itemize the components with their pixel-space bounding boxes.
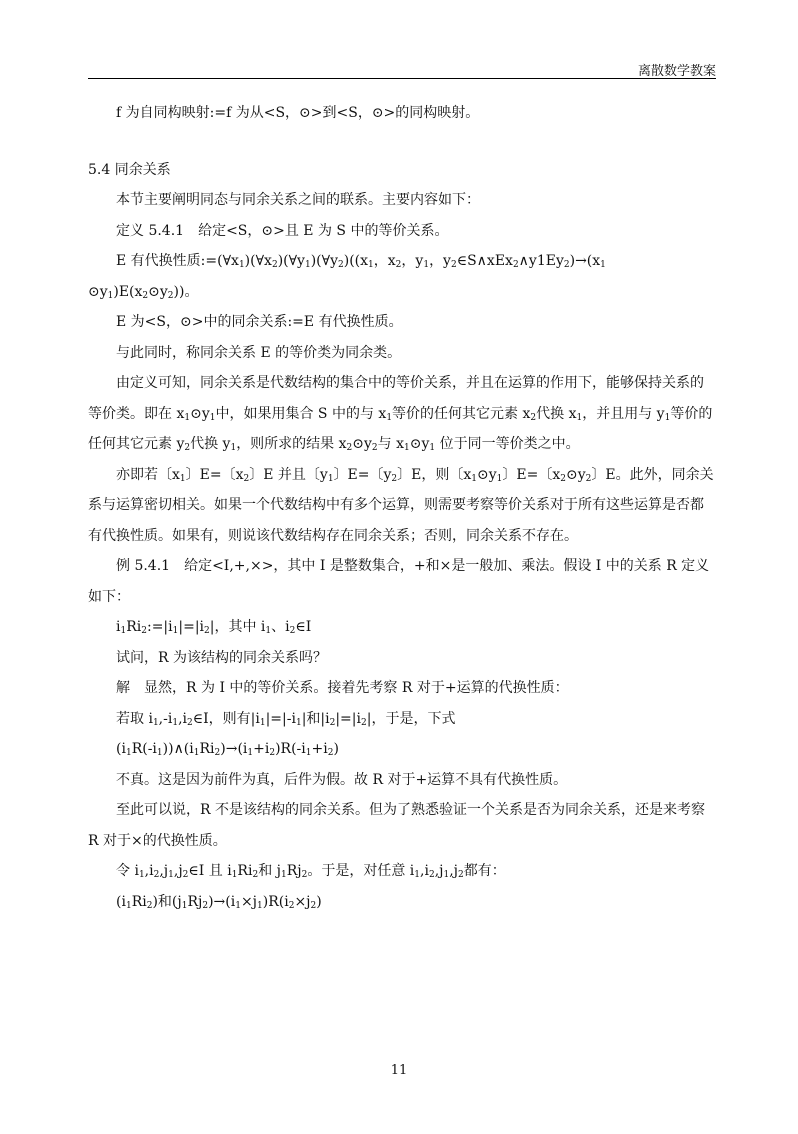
- paragraph: f 为自同构映射:=f 为从<S，⊙>到<S，⊙>的同构映射。: [116, 105, 480, 121]
- page-body: [88, 98, 716, 917]
- paragraph: 若取 $i_1,-i_1,i_2\in I$，则有$|i_1|=|-i_1|$和$|i_2|=|i_2|$，于是，下式: [116, 710, 456, 728]
- paragraph: 由定义可知，同余关系是代数结构的集合中的等价关系，并且在运算的作用下，能够保持关系的等价类。即在 $x_1⊙y_1$中，如果用集合 S 中的与 $x_1$等价的任何其它元素 $x_2$代换 $x_1$，并且用与 $y_1$等价的任何其它元素 $y_2$代换 $y_1$，则所求的结果 $x_2⊙y_2$与 $x_1⊙y_1$ 位于同一等价类之中。: [88, 375, 713, 453]
- paragraph: 至此可以说，R 不是该结构的同余关系。但为了熟悉验证一个关系是否为同余关系，还是来考察 R 对于×的代换性质。: [88, 802, 705, 849]
- paragraph: E 为<S，⊙>中的同余关系:=E 有代换性质。: [116, 314, 403, 330]
- paragraph: 例 5.4.1 给定<I,+,×>，其中 I 是整数集合，+和×是一般加、乘法。假设 I 中的关系 R 定义如下：: [88, 558, 710, 605]
- paragraph: 亦即若〔$x_1$〕E=〔$x_2$〕E 并且〔$y_1$〕E=〔$y_2$〕E，则〔$x_1⊙y_1$〕E=〔$x_2⊙y_2$〕E。此外，同余关系与运算密切相关。如果一个代数结构中有多个运算，则需要考察等价关系对于所有这些运算是否都有代换性质。如果有，则说该代数结构存在同余关系；否则，同余关系不存在。: [88, 466, 714, 544]
- paragraph: $(i_1Ri_2)$和$(j_1Rj_2)\to(i_1\times j_1)R(i_2\times j_2)$: [116, 893, 322, 911]
- paragraph: $(i_1R(-i_1))\wedge(i_1Ri_2)\to(i_1+i_2)R(-i_1+i_2)$: [116, 741, 339, 758]
- page-number: 11: [390, 1063, 408, 1078]
- paragraph: 本节主要阐明同态与同余关系之间的联系。主要内容如下：: [116, 192, 480, 208]
- paragraph: 令 $i_1,i_2,j_1,j_2\in I$ 且 $i_1Ri_2$和 $j_1Rj_2$。于是，对任意 $i_1,i_2,j_1,j_2$都有：: [116, 863, 506, 880]
- paragraph: 解 显然，R 为 I 中的等价关系。接着先考察 R 对于+运算的代换性质：: [116, 680, 569, 696]
- header-rule: [88, 78, 716, 79]
- running-header: 离散数学教案: [637, 64, 716, 79]
- paragraph: 与此同时，称同余关系 E 的等价类为同余类。: [116, 344, 402, 361]
- paragraph: 定义 5.4.1 给定<S，⊙>且 E 为 S 中的等价关系。: [116, 222, 449, 239]
- paragraph: E 有代换性质$:=(\forall x_1)(\forall x_2)(\forall y_1)(\forall y_2)((x_1$，$x_2$，$y_1$，$y_2\in S\wedge xEx_2\wedge y1Ey_2)\to(x_1$ $⊙y_1)E(x_2⊙y_2)$)。: [88, 253, 606, 301]
- paragraph: 不真。这是因为前件为真，后件为假。故 R 对于+运算不具有代换性质。: [116, 771, 568, 788]
- paragraph-spacer: [88, 129, 716, 155]
- paragraph: 试问，R 为该结构的同余关系吗？: [116, 649, 327, 666]
- paragraph: $i_1Ri_2:=|i_1|=|i_2|$，其中 $i_1$、$i_2\in I$: [116, 619, 312, 636]
- section-heading: 5.4 同余关系: [88, 161, 171, 178]
